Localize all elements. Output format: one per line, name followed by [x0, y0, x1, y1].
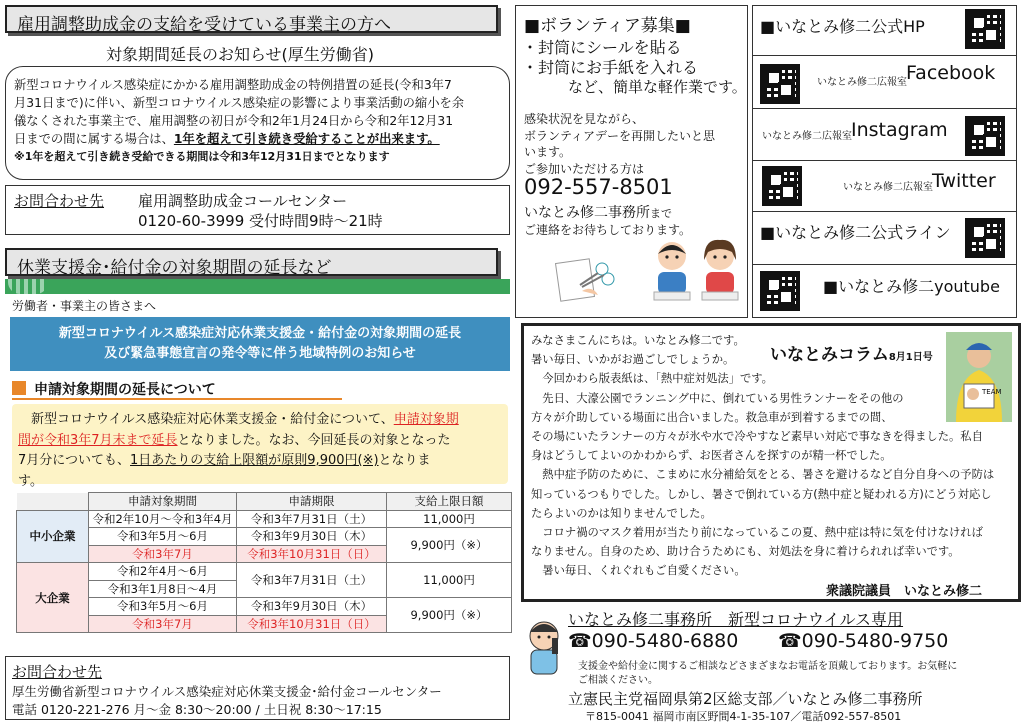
extension-paragraph — [18, 410, 504, 492]
table-cell: 令和3年10月31日（日） — [237, 615, 387, 633]
leave-contact-line2: 電話 0120-221-276 月～金 8:30～20:00 / 土日祝 8:30～17:15 — [12, 702, 382, 717]
sns-ig-small: いなとみ修二広報室 — [762, 131, 852, 142]
section-title-marker — [12, 381, 26, 395]
sns-fb-label[interactable]: Facebook — [906, 62, 996, 84]
office-org: 立憲民主党福岡県第2区総支部／いなとみ修二事務所 — [568, 690, 923, 708]
column-line: 熱中症予防のために、こまめに水分補給気をとる、暑さを避けるなど自分自身への予防は — [531, 468, 995, 482]
table-header-row — [17, 493, 512, 511]
column-line: なりません。自身のため、助け合うためにも、対処法を身に着けられれば幸いです。 — [531, 545, 960, 559]
group-label: 中小企業 — [17, 510, 89, 563]
volunteer-msg-3: います。 — [524, 145, 572, 159]
body-emphasis: 1年を超えて引き続き受給することが出来ます。 — [173, 132, 440, 146]
column-line: 暑い毎日、いかがお過ごしでしょうか。 — [531, 353, 735, 367]
column-line: 知っているつもりでした。しかし、暑さで倒れている方(熱中症と疑われる方)にどう対応し — [531, 487, 992, 501]
sns-divider — [752, 108, 1017, 109]
table-cell: 令和3年7月 — [89, 615, 237, 633]
table-header: 支給上限日額 — [387, 493, 512, 511]
sns-tw-small: いなとみ修二広報室 — [843, 182, 933, 193]
youtube-qr-icon[interactable] — [760, 271, 800, 311]
office-note-2: ご相談ください。 — [578, 675, 658, 686]
table-cell: 11,000円 — [387, 510, 512, 528]
table-cell: 令和3年9月30日（木） — [237, 598, 387, 616]
table-cell: 令和3年7月 — [89, 545, 237, 563]
table-row — [17, 528, 512, 546]
sns-line-label[interactable]: ■いなとみ修二公式ライン — [760, 223, 951, 242]
column-line: その場にいたランナーの方々が氷や水で冷やすなど素早い対応で事なきを得ました。私自 — [531, 430, 983, 444]
sns-divider — [752, 264, 1017, 265]
audience-label: 労働者・事業主の皆さまへ — [12, 299, 157, 313]
column-signature: 衆議院議員 いなとみ修二 — [826, 584, 983, 599]
column-line: たらよいのかは知りませんでした。 — [531, 506, 712, 520]
volunteer-phone: 092-557-8501 — [524, 175, 673, 199]
banner-line-2: 及び緊急事態宣言の発令等に伴う地域特例のお知らせ — [104, 346, 416, 361]
employment-subsidy-body — [14, 76, 504, 166]
twitter-qr-icon[interactable] — [762, 166, 802, 206]
volunteer-title: ■ボランティア募集■ — [524, 16, 691, 36]
table-cell: 令和3年1月8日～4月 — [89, 580, 237, 598]
sns-ig-label[interactable]: Instagram — [851, 119, 948, 141]
column-title: いなとみコラム8月1日号 — [770, 345, 933, 365]
table-header: 申請対象期間 — [89, 493, 237, 511]
extension-notice-title: 対象期間延長のお知らせ(厚生労働省) — [106, 45, 375, 64]
table-row — [17, 563, 512, 581]
limit-table — [16, 492, 512, 633]
office-phone-2[interactable]: ☎090-5480-9750 — [778, 630, 949, 652]
column-line: みなさまこんにちは。いなとみ修二です。 — [531, 334, 745, 347]
leave-support-header: 休業支援金･給付金の対象期間の延長など — [5, 248, 498, 276]
photo-badge: TEAM — [982, 388, 1002, 396]
table-row — [17, 598, 512, 616]
volunteer-msg-2: ボランティアデーを再開したいと思 — [524, 129, 716, 143]
sns-divider — [752, 211, 1017, 212]
body-line: 新型コロナウイルス感染症にかかる雇用調整助成金の特例措置の延長(令和3年7 — [14, 78, 452, 92]
table-cell: 11,000円 — [387, 563, 512, 598]
employment-subsidy-header: 雇用調整助成金の支給を受けている事業主の方へ — [5, 5, 498, 33]
para-line-1: 新型コロナウイルス感染症対応休業支援金・給付金について、申請対象期 — [31, 412, 459, 427]
line-qr-icon[interactable] — [965, 218, 1005, 258]
scissors-illustration — [552, 255, 622, 303]
column-line: 身はどうしてよいのかわからず、お医者さんを探すのが精一杯でした。 — [531, 449, 892, 463]
office-phone-1[interactable]: ☎090-5480-6880 — [568, 630, 739, 652]
volunteer-msg-4: ご参加いただける方は — [524, 162, 645, 176]
office-note-1: 支援金や給付金に関するご相談などさまざまなお電話を頂戴しております。お気軽に — [578, 661, 958, 672]
sns-fb-small: いなとみ修二広報室 — [817, 77, 907, 88]
banner-line-1: 新型コロナウイルス感染症対応休業支援金・給付金の対象期間の延長 — [58, 326, 462, 341]
section-title: 申請対象期間の延長について — [34, 382, 216, 398]
sns-yt-label[interactable]: ■いなとみ修二youtube — [823, 277, 1000, 296]
hp-qr-icon[interactable] — [965, 9, 1005, 49]
column-line: 先日、大濠公園でランニング中に、倒れている男性ランナーをその他の — [531, 391, 904, 405]
column-line: 今回かわら版表紙は、「熱中症対処法」です。 — [531, 372, 773, 386]
sns-divider — [752, 160, 1017, 161]
sns-tw-label[interactable]: Twitter — [932, 170, 996, 192]
column-date: 8月1日号 — [888, 352, 933, 363]
boy-illustration — [650, 238, 694, 302]
leave-contact-label: お問合わせ先 — [12, 663, 103, 681]
table-cell: 9,900円（※） — [387, 598, 512, 633]
table-cell: 9,900円（※） — [387, 528, 512, 563]
table-cell: 令和3年5月～6月 — [89, 598, 237, 616]
sns-divider — [752, 55, 1017, 56]
para-line-4: す。 — [18, 473, 43, 489]
instagram-qr-icon[interactable] — [965, 116, 1005, 156]
body-line: 儀なくされた事業主で、雇用調整の初日が令和2年1月24日から令和2年12月31 — [14, 114, 454, 128]
table-cell: 令和3年10月31日（日） — [237, 545, 387, 563]
volunteer-item-2: ・封筒にお手紙を入れる — [522, 58, 699, 77]
section-title-rule — [12, 398, 342, 400]
office-address: 〒815-0041 福岡市南区野間4-1-35-107／電話092-557-8501 — [585, 710, 902, 723]
table-cell: 令和3年7月31日（土） — [237, 510, 387, 528]
column-line: コロナ禍のマスク着用が当たり前になっているこの夏、熱中症は特に気を付けなければ — [531, 526, 983, 540]
green-stripe — [5, 279, 510, 294]
employment-contact-label: お問合わせ先 — [14, 192, 105, 210]
girl-illustration — [698, 238, 742, 302]
column-line: 方々が介助している場面に出合いました。救急車が到着するまでの間、 — [531, 410, 893, 424]
table-cell: 令和2年10月～令和3年4月 — [89, 510, 237, 528]
employment-contact-phone: 0120-60-3999 受付時間9時～21時 — [138, 212, 383, 230]
office-title: いなとみ修二事務所 新型コロナウイルス専用 — [568, 610, 904, 629]
group-label: 大企業 — [17, 563, 89, 633]
body-line: 日までの間に属する場合は、1年を超えて引き続き受給することが出来ます。 — [14, 132, 440, 146]
sns-hp-label[interactable]: ■いなとみ修二公式HP — [760, 17, 925, 36]
table-row — [17, 510, 512, 528]
body-note: ※1年を超えて引き続き受給できる期間は令和3年12月31日までとなります — [14, 150, 390, 163]
volunteer-closing: ご連絡をお待ちしております。 — [524, 223, 692, 237]
table-header: 申請期限 — [237, 493, 387, 511]
para-line-3: 7月分についても、1日あたりの支給上限額が原則9,900円(※)となりま — [18, 453, 431, 468]
table-cell: 令和2年4月～6月 — [89, 563, 237, 581]
stripe-ornament — [8, 279, 48, 294]
column-line: 暑い毎日、くれぐれもご自愛ください。 — [531, 564, 746, 578]
para-line-2: 間が令和3年7月末まで延長となりました。なお、今回延長の対象となった — [18, 432, 451, 448]
volunteer-msg-1: 感染状況を見ながら、 — [524, 112, 645, 126]
table-cell: 令和3年9月30日（木） — [237, 528, 387, 546]
employment-contact-name: 雇用調整助成金コールセンター — [138, 192, 348, 210]
table-cell: 令和3年7月31日（土） — [237, 563, 387, 598]
volunteer-office: いなとみ修二事務所まで — [524, 205, 672, 221]
facebook-qr-icon[interactable] — [760, 64, 800, 104]
office-person-illustration — [522, 618, 566, 678]
column-text — [531, 331, 1011, 581]
volunteer-item-1: ・封筒にシールを貼る — [522, 38, 682, 57]
leave-contact-line1: 厚生労働省新型コロナウイルス感染症対応休業支援金･給付金コールセンター — [12, 684, 442, 699]
leave-support-banner — [10, 317, 510, 371]
volunteer-item-3: など、簡単な軽作業です。 — [568, 78, 747, 96]
table-cell: 令和3年5月～6月 — [89, 528, 237, 546]
body-line: 月31日まで)に伴い、新型コロナウイルス感染症の影響により事業活動の縮小を余 — [14, 96, 465, 110]
